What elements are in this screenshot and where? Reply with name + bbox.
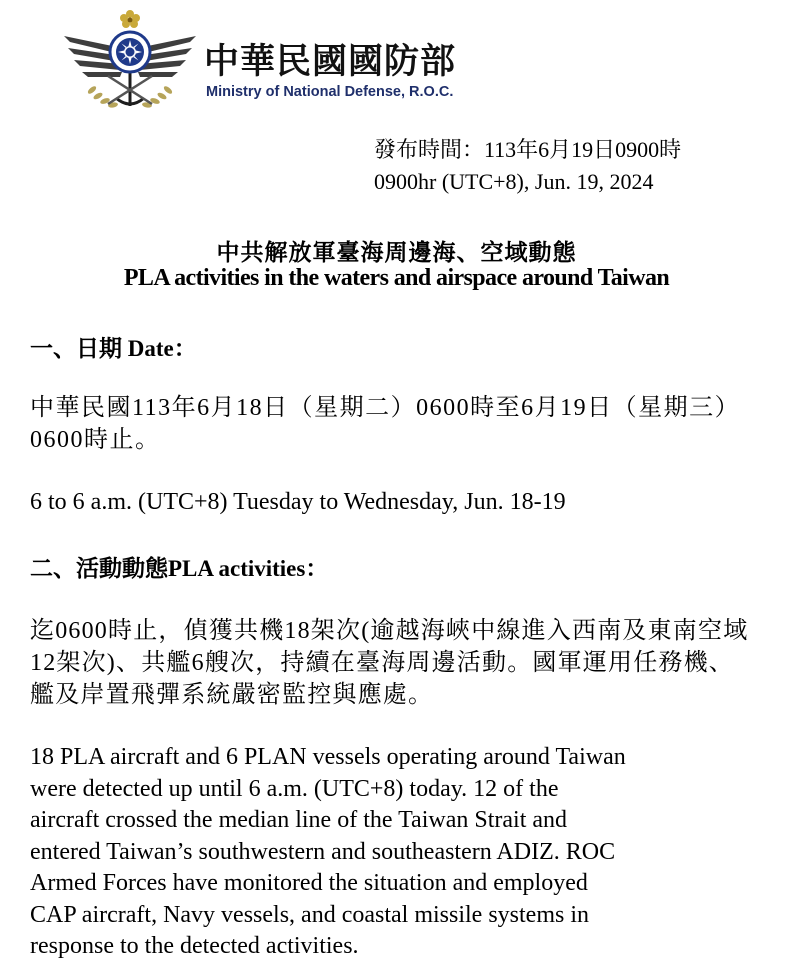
release-time-zh: 發布時間：113年6月19日0900時	[374, 137, 682, 162]
activities-text-en-line: 18 PLA aircraft and 6 PLAN vessels operating around Taiwan	[30, 744, 626, 770]
mnd-emblem-icon	[60, 6, 200, 114]
activities-text-en-line: entered Taiwan’s southwestern and southeastern ADIZ. ROC	[30, 838, 616, 865]
activities-text-zh: 迄0600時止，偵獲共機18架次(逾越海峽中線進入西南及東南空域12架次)、共艦6艘次，持續在臺海周邊活動。國軍運用任務機、艦及岸置飛彈系統嚴密監控與應處。	[30, 618, 749, 708]
ministry-name-en: Ministry of National Defense, R.O.C.	[206, 84, 454, 100]
release-time	[374, 134, 681, 198]
activities-text-en-line: aircraft crossed the median line of the Taiwan Strait and	[30, 807, 568, 833]
release-time-en: 0900hr (UTC+8), Jun. 19, 2024	[374, 169, 654, 194]
title-en: PLA activities in the waters and airspace around Taiwan	[123, 265, 670, 291]
date-text-zh: 中華民國113年6月18日（星期二）0600時至6月19日（星期三）0600時止。	[30, 395, 741, 453]
activities-text-en-line: response to the detected activities.	[30, 933, 359, 959]
header	[60, 6, 520, 114]
title-zh: 中共解放軍臺海周邊海、空域動態	[216, 240, 577, 265]
section-activities-heading: 二、活動動態PLA activities：	[30, 556, 329, 581]
activities-text-en-line: Armed Forces have monitored the situation and employed	[30, 870, 588, 896]
section-date-heading: 一、日期 Date：	[30, 336, 197, 361]
activities-text-en-line: CAP aircraft, Navy vessels, and coastal missile systems in	[30, 901, 590, 928]
date-text-en: 6 to 6 a.m. (UTC+8) Tuesday to Wednesday, Jun. 18-19	[30, 489, 566, 515]
activities-text-en-line: were detected up until 6 a.m. (UTC+8) today. 12 of the	[30, 775, 559, 802]
activities-text-en	[30, 742, 758, 963]
ministry-name-zh: 中華民國國防部	[204, 42, 457, 82]
